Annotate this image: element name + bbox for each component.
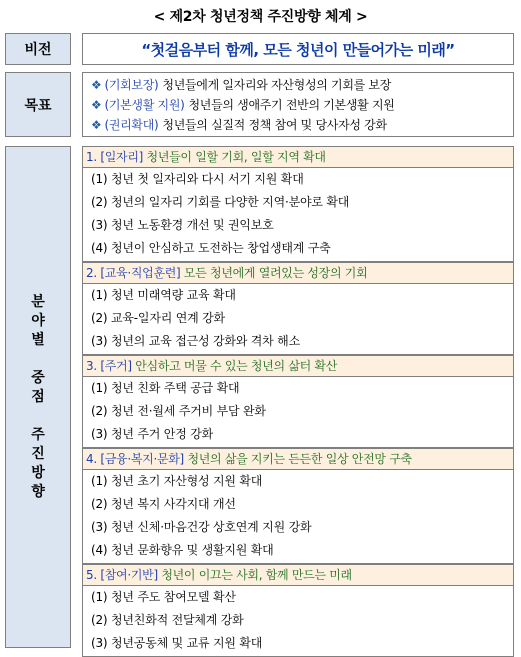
section-desc: 청년의 삶을 지키는 든든한 일상 안전망 구축: [187, 452, 412, 466]
goal-item: [83, 115, 513, 135]
diamond-bullet-icon: ❖: [91, 118, 102, 132]
section-item: (2) 청년 전·월세 주거비 부담 완화: [91, 404, 266, 418]
section-item: (2) 청년의 일자리 기회를 다양한 지역·분야로 확대: [91, 195, 350, 209]
section-item: (1) 청년 주도 참여모델 확산: [91, 590, 236, 604]
section-item: (2) 청년친화적 전달체계 강화: [91, 613, 244, 627]
section-desc: 안심하고 머물 수 있는 청년의 삶터 확산: [135, 359, 338, 373]
section-item: (3) 청년의 교육 접근성 강화와 격차 해소: [91, 334, 300, 348]
section-key: [참여·기반]: [100, 568, 158, 582]
areas-label-char: 방: [31, 464, 45, 481]
section-item: (1) 청년 미래역량 교육 확대: [91, 288, 236, 302]
areas-label-char: 점: [31, 388, 45, 405]
section-num: 4.: [86, 452, 97, 466]
vision-label: 비전: [5, 33, 71, 65]
section-num: 3.: [86, 359, 97, 373]
section-items: [82, 586, 514, 657]
section-items: [82, 377, 514, 448]
section-key: [일자리]: [100, 150, 144, 164]
goal-item: [83, 75, 513, 95]
section-header: [82, 355, 514, 377]
section-desc: 청년들이 일할 기회, 일할 지역 확대: [146, 150, 326, 164]
section-items: [82, 168, 514, 262]
section-item: (1) 청년 첫 일자리와 다시 서기 지원 확대: [91, 172, 304, 186]
page-title: < 제2차 청년정책 주진방향 체계 >: [153, 9, 368, 25]
areas-label-vertical-text: [31, 293, 45, 502]
areas-label-char: 주: [31, 426, 45, 443]
section-header: [82, 262, 514, 284]
goal-text: 청년들의 실질적 정책 참여 및 당사자성 강화: [162, 118, 387, 132]
section-item: (1) 청년 초기 자산형성 지원 확대: [91, 474, 263, 488]
section-items: [82, 470, 514, 564]
section-num: 1.: [86, 150, 97, 164]
section-item: (4) 청년 문화향유 및 생활지원 확대: [91, 543, 274, 557]
section-item: (3) 청년공동체 및 교류 지원 확대: [91, 636, 263, 650]
section-desc: 청년이 이끄는 사회, 함께 만드는 미래: [161, 568, 352, 582]
section-key: [금융·복지·문화]: [100, 452, 184, 466]
goals-box: [82, 72, 514, 137]
section-items: [82, 284, 514, 355]
section-item: (1) 청년 친화 주택 공급 확대: [91, 381, 240, 395]
goal-key: (권리확대): [104, 118, 159, 132]
areas-label-char: 진: [31, 445, 45, 462]
areas-label-char: 야: [31, 312, 45, 329]
areas-label-char: 향: [31, 483, 45, 500]
section-num: 2.: [86, 266, 97, 280]
section-desc: 모든 청년에게 열려있는 성장의 기회: [183, 266, 368, 280]
goal-text: 청년들에게 일자리와 자산형성의 기회를 보장: [162, 78, 392, 92]
goal-item: [83, 95, 513, 115]
section-item: (3) 청년 신체·마음건강 상호연계 지원 강화: [91, 520, 312, 534]
section-item: (2) 교육-일자리 연계 강화: [91, 311, 225, 325]
areas-label: [5, 146, 71, 648]
section-item: (4) 청년이 안심하고 도전하는 창업생태계 구축: [91, 241, 331, 255]
areas-box: [82, 146, 514, 648]
section-header: [82, 146, 514, 168]
goals-label: 목표: [5, 72, 71, 137]
areas-label-char: 중: [31, 369, 45, 386]
section-key: [교육·직업훈련]: [100, 266, 181, 280]
goal-key: (기본생활 지원): [104, 98, 185, 112]
section-item: (3) 청년 주거 안정 강화: [91, 427, 213, 441]
areas-label-char: 분: [31, 293, 45, 310]
section-key: [주거]: [100, 359, 132, 373]
goal-text: 청년들의 생애주기 전반의 기본생활 지원: [188, 98, 395, 112]
diamond-bullet-icon: ❖: [91, 98, 102, 112]
section-header: [82, 448, 514, 470]
vision-text: “첫걸음부터 함께, 모든 청년이 만들어가는 미래”: [82, 33, 514, 65]
section-item: (3) 청년 노동환경 개선 및 권익보호: [91, 218, 274, 232]
diamond-bullet-icon: ❖: [91, 78, 102, 92]
section-header: [82, 564, 514, 586]
section-item: (2) 청년 복지 사각지대 개선: [91, 497, 236, 511]
section-num: 5.: [86, 568, 97, 582]
areas-label-char: 별: [31, 331, 45, 348]
goal-key: (기회보장): [104, 78, 159, 92]
